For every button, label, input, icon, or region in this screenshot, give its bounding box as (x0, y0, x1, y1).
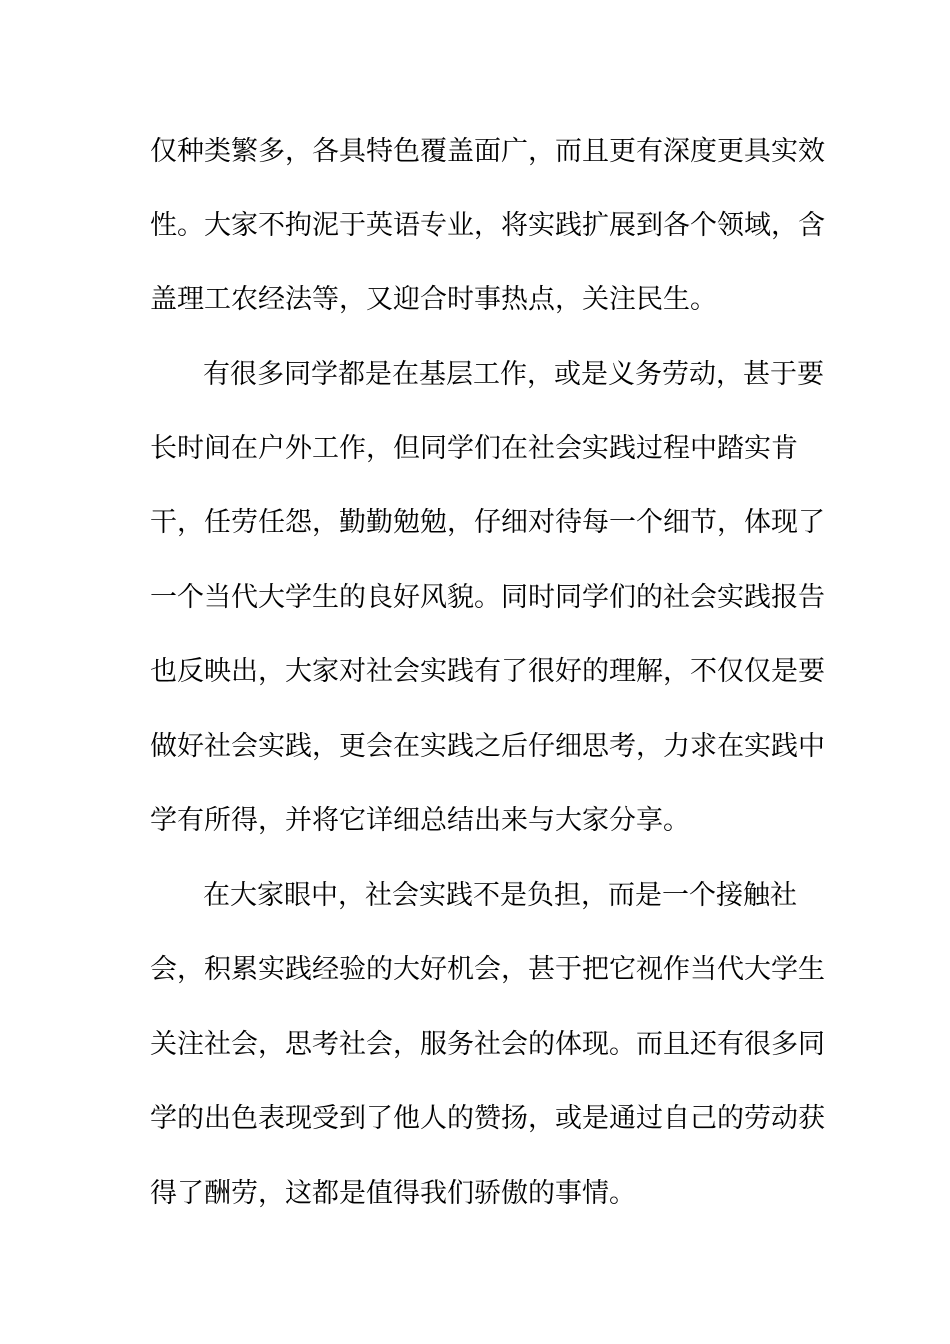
text-line-content: 关注社会，思考社会，服务社会的体现。而且还有很多同 (150, 1029, 825, 1060)
text-line (0, 950, 950, 990)
text-line-content: 长时间在户外工作，但同学们在社会实践过程中踏实肯 (150, 433, 798, 464)
text-line-content: 也反映出，大家对社会实践有了很好的理解，不仅仅是要 (150, 656, 825, 687)
text-line-content: 得了酬劳，这都是值得我们骄傲的事情。 (150, 1178, 636, 1209)
text-line-content: 会，积累实践经验的大好机会，甚于把它视作当代大学生 (150, 954, 825, 985)
text-line (0, 355, 950, 395)
text-line-content: 一个当代大学生的良好风貌。同时同学们的社会实践报告 (150, 582, 825, 613)
text-line (0, 206, 950, 246)
text-line-content: 学的出色表现受到了他人的赞扬，或是通过自己的劳动获 (150, 1103, 825, 1134)
text-line-content: 性。大家不拘泥于英语专业，将实践扩展到各个领域，含 (150, 210, 825, 241)
text-line-content: 有很多同学都是在基层工作，或是义务劳动，甚于要 (203, 359, 824, 390)
text-line-content: 仅种类繁多，各具特色覆盖面广，而且更有深度更具实效 (150, 136, 825, 167)
text-line (0, 1174, 950, 1214)
text-line (0, 578, 950, 618)
text-line (0, 727, 950, 767)
text-line-content: 做好社会实践，更会在实践之后仔细思考，力求在实践中 (150, 731, 825, 762)
text-line (0, 503, 950, 543)
text-line-content: 干，任劳任怨，勤勤勉勉，仔细对待每一个细节，体现了 (150, 507, 825, 538)
text-line (0, 1099, 950, 1139)
text-line (0, 429, 950, 469)
text-line (0, 280, 950, 320)
text-line-content: 盖理工农经法等，又迎合时事热点，关注民生。 (150, 284, 717, 315)
text-line (0, 132, 950, 172)
text-line (0, 652, 950, 692)
text-line (0, 876, 950, 916)
text-line-content: 学有所得，并将它详细总结出来与大家分享。 (150, 805, 690, 836)
text-line (0, 801, 950, 841)
text-line (0, 1025, 950, 1065)
text-line-content: 在大家眼中，社会实践不是负担，而是一个接触社 (203, 880, 797, 911)
